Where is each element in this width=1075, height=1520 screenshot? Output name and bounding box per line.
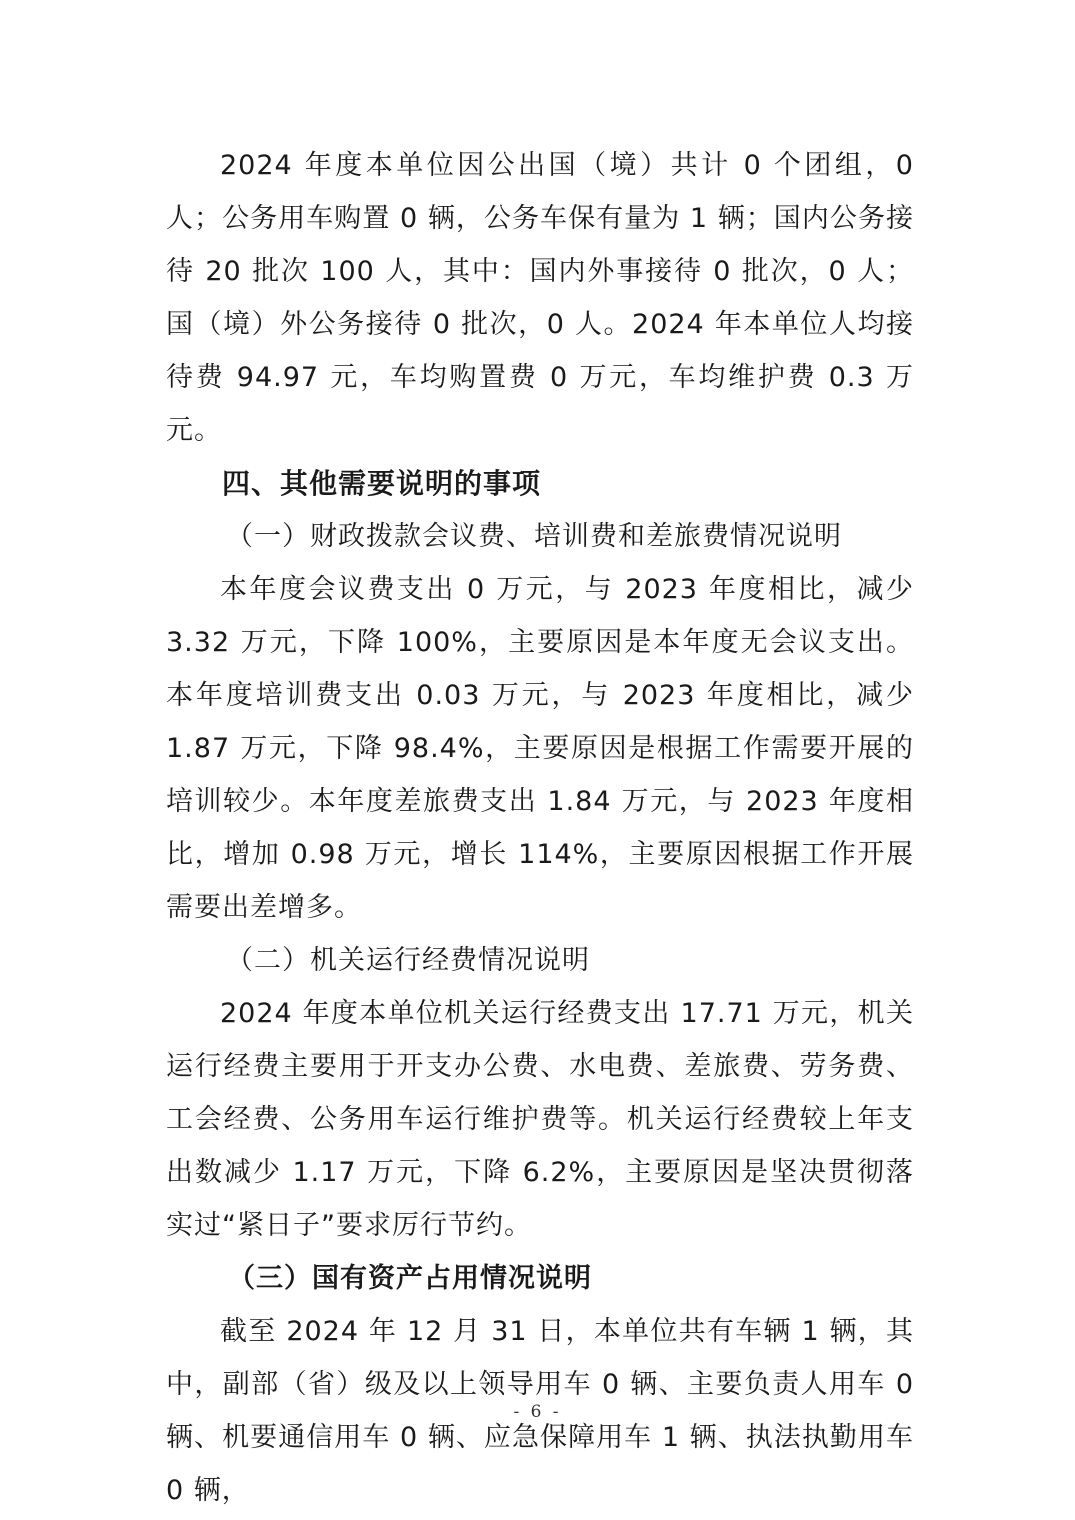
paragraph-state-assets: 截至 2024 年 12 月 31 日，本单位共有车辆 1 辆，其中，副部（省）级及以上领导用车 0 辆、主要负责人用车 0 辆、机要通信用车 0 辆、应急保障用车 1 辆、执法执勤用车 0 辆， <box>166 1316 914 1506</box>
paragraph-overseas-vehicles-reception: 2024 年度本单位因公出国（境）共计 0 个团组，0 人；公务用车购置 0 辆，公务车保有量为 1 辆；国内公务接待 20 批次 100 人，其中：国内外事接待 0 批次，0 人；国（境）外公务接待 0 批次，0 人。2024 年本单位人均接待费 94.97 元，车均购置费 0 万元，车均维护费 0.3 万元。 <box>166 150 914 446</box>
page-number: - 6 - <box>513 1402 562 1422</box>
section-heading-other-matters: 四、其他需要说明的事项 <box>222 467 542 500</box>
paragraph-meeting-training-travel: 本年度会议费支出 0 万元，与 2023 年度相比，减少 3.32 万元，下降 100%，主要原因是本年度无会议支出。本年度培训费支出 0.03 万元，与 2023 年度相比，减少 1.87 万元，下降 98.4%，主要原因是根据工作需要开展的培训较少。本年度差旅费支出 1.84 万元，与 2023 年度相比，增加 0.98 万元，增长 114%，主要原因根据工作开展需要出差增多。 <box>166 574 914 923</box>
subsection-heading-meeting-training-travel: （一）财政拨款会议费、培训费和差旅费情况说明 <box>226 521 842 552</box>
paragraph-operating-expenses: 2024 年度本单位机关运行经费支出 17.71 万元，机关运行经费主要用于开支办公费、水电费、差旅费、劳务费、工会经费、公务用车运行维护费等。机关运行经费较上年支出数减少 1.17 万元，下降 6.2%，主要原因是坚决贯彻落实过“紧日子”要求厉行节约。 <box>166 998 914 1241</box>
subsection-heading-state-assets: （三）国有资产占用情况说明 <box>228 1263 592 1294</box>
subsection-heading-operating-expenses: （二）机关运行经费情况说明 <box>226 945 590 976</box>
document-body <box>166 139 914 1517</box>
